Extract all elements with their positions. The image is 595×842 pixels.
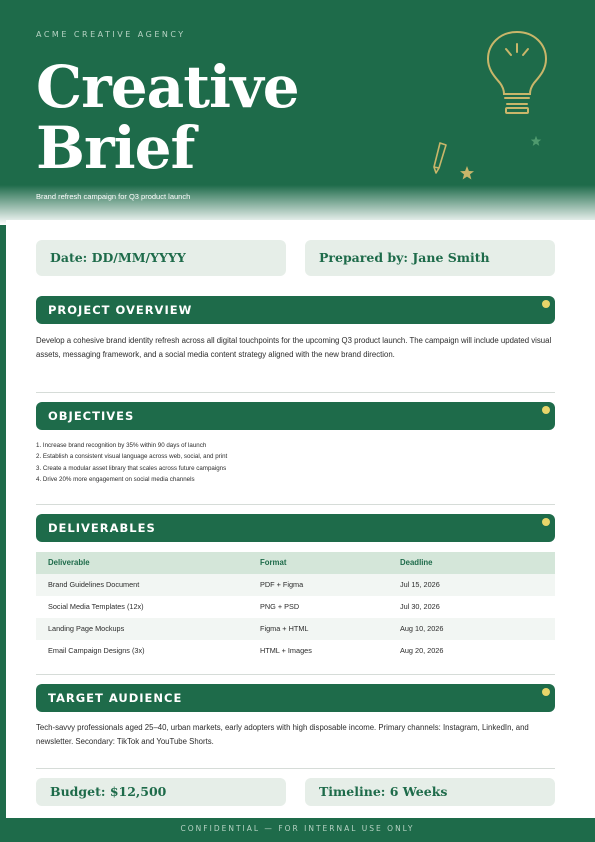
column-header: Deadline (400, 558, 433, 567)
title-line-2: Brief (36, 114, 195, 182)
accent-dot (542, 688, 550, 696)
overview-text: Develop a cohesive brand identity refresh across all digital touchpoints for the upcoming Q3 product launch. The campaign will include updated visual assets, messaging framework, and a social media content strategy aligned with the new brand direction. (36, 336, 552, 359)
objectives-list (36, 440, 336, 485)
section-title: OBJECTIVES (48, 409, 135, 423)
section-title: PROJECT OVERVIEW (48, 303, 193, 317)
table-row (36, 618, 555, 640)
table-cell: Figma + HTML (260, 624, 309, 633)
section-header-audience (36, 684, 555, 712)
table-cell: Email Campaign Designs (3x) (48, 646, 145, 655)
accent-dot (542, 300, 550, 308)
prepared-by-field: Prepared by: Jane Smith (305, 240, 555, 276)
table-cell: PNG + PSD (260, 602, 300, 611)
left-accent-strip (0, 230, 6, 818)
table-cell: Aug 20, 2026 (400, 646, 444, 655)
table-row (36, 574, 555, 596)
audience-text: Tech-savvy professionals aged 25–40, urban markets, early adopters with high disposable income. Primary channels: Instagram, LinkedIn, and newsletter. Secondary: TikTok and YouTube Shorts. (36, 723, 529, 746)
section-title: TARGET AUDIENCE (48, 691, 183, 705)
list-item: 4. Drive 20% more engagement on social media channels (36, 475, 195, 483)
column-header: Deliverable (48, 558, 90, 567)
table-cell: Aug 10, 2026 (400, 624, 444, 633)
column-header: Format (260, 558, 287, 567)
date-field: Date: DD/MM/YYYY (36, 240, 286, 276)
pencil-icon (430, 140, 450, 176)
divider (36, 504, 555, 505)
table-cell: Jul 15, 2026 (400, 580, 440, 589)
section-header-overview (36, 296, 555, 324)
table-cell: Brand Guidelines Document (48, 580, 140, 589)
table-cell: Jul 30, 2026 (400, 602, 440, 611)
section-header-objectives (36, 402, 555, 430)
divider (36, 392, 555, 393)
page-subtitle: Brand refresh campaign for Q3 product launch (36, 192, 191, 201)
agency-name: ACME CREATIVE AGENCY (36, 30, 186, 39)
list-item: 2. Establish a consistent visual language across web, social, and print (36, 453, 228, 461)
deliverables-table (36, 552, 555, 662)
divider (36, 768, 555, 769)
list-item: 3. Create a modular asset library that scales across future campaigns (36, 464, 227, 472)
table-row (36, 640, 555, 662)
section-title: DELIVERABLES (48, 521, 156, 535)
lightbulb-icon (482, 28, 552, 118)
accent-dot (542, 406, 550, 414)
star-icon (530, 135, 542, 147)
accent-dot (542, 518, 550, 526)
table-cell: Landing Page Mockups (48, 624, 125, 633)
page-title (36, 53, 299, 182)
table-cell: HTML + Images (260, 646, 312, 655)
table-row (36, 596, 555, 618)
divider (36, 674, 555, 675)
budget-field: Budget: $12,500 (36, 778, 286, 806)
header (0, 0, 595, 225)
list-item: 1. Increase brand recognition by 35% within 90 days of launch (36, 442, 207, 449)
star-icon (459, 165, 475, 181)
title-line-1: Creative (36, 53, 299, 121)
table-header-row (36, 552, 555, 574)
table-cell: Social Media Templates (12x) (48, 602, 144, 611)
footer-notice: CONFIDENTIAL — FOR INTERNAL USE ONLY (180, 824, 415, 833)
timeline-field: Timeline: 6 Weeks (305, 778, 555, 806)
section-header-deliverables (36, 514, 555, 542)
table-cell: PDF + Figma (260, 580, 304, 589)
